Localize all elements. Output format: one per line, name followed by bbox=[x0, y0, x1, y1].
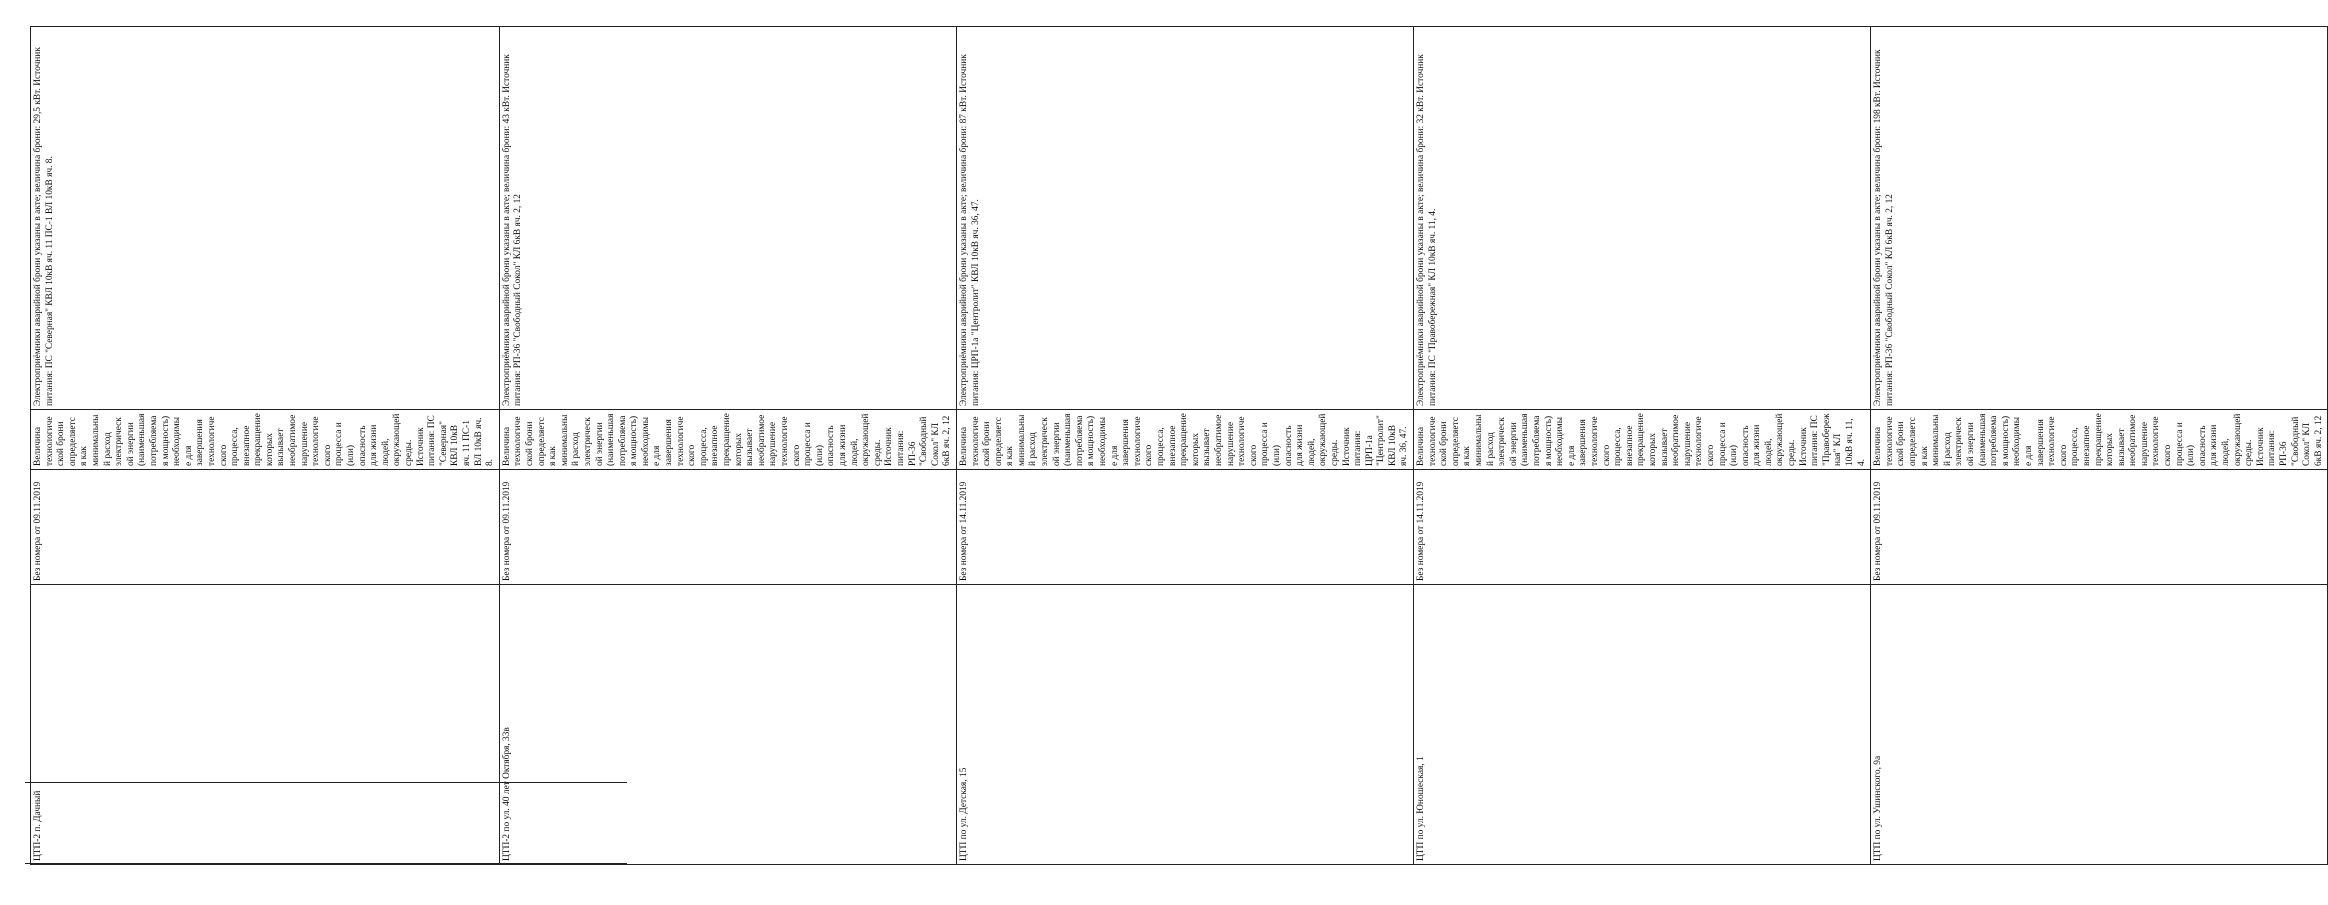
tech-reserve-cell: Величина технологической брони определяется как минимальный расход электрической энергии (наименьшая потребляемая мощность) необходимые для завершения технологического процесса, внезапное прекращение которых вызывает необратимое нарушение технологического процесса и (или) опасность для жизни людей, окружающей среды. Источник питания: РП-36 "Свободный Сокол" КЛ 6кВ яч. 2, 12 bbox=[499, 410, 956, 470]
table-row bbox=[956, 27, 1413, 865]
object-cell: ЦТП по ул. Детская, 15 bbox=[956, 585, 1413, 865]
emergency-reserve-cell: Электроприёмники аварийной брони указаны в акте; величина брони: 29,5 кВт. Источник питания: ПС "Северная" КВЛ 10кВ яч. 11 ПС-1 ВЛ 10кВ яч. 8. bbox=[31, 27, 500, 410]
emergency-reserve-cell: Электроприёмники аварийной брони указаны в акте; величина брони: 198 кВт. Источник питания: РП-36 "Свободный Сокол" КЛ 6кВ яч. 2, 12 bbox=[1871, 27, 2328, 410]
object-cell: ЦТП-2 по ул. 40 лет Октября, 33в bbox=[499, 585, 956, 865]
separator-line bbox=[25, 863, 627, 864]
emergency-reserve-cell: Электроприёмники аварийной брони указаны в акте; величина брони: 87 кВт. Источник питания: ЦРП-1а "Центролит" КВЛ 10кВ яч. 36, 47. bbox=[956, 27, 1413, 410]
object-cell: ЦТП-2 п. Дачный bbox=[31, 585, 500, 865]
rotated-page bbox=[30, 27, 2324, 865]
separator-line bbox=[25, 782, 627, 783]
act-date-cell: Без номера от 14.11.2019 bbox=[956, 470, 1413, 585]
tech-reserve-cell: Величина технологической брони определяется как минимальный расход электрической энергии (наименьшая потребляемая мощность) необходимые для завершения технологического процесса, внезапное прекращение которых вызывает необратимое нарушение технологического процесса и (или) опасность для жизни людей, окружающей среды. Источник питания: ПС "Правобережная" КЛ 10кВ яч. 11, 4. bbox=[1414, 410, 1871, 470]
table-row bbox=[1414, 27, 1871, 865]
tech-reserve-cell: Величина технологической брони определяется как минимальный расход электрической энергии (наименьшая потребляемая мощность) необходимые для завершения технологического процесса, внезапное прекращение которых вызывает необратимое нарушение технологического процесса и (или) опасность для жизни людей, окружающей среды. Источник питания: ПС "Северная" КВЛ 10кВ яч. 11 ПС-1 ВЛ 10кВ яч. 8. bbox=[31, 410, 500, 470]
object-cell: ЦТП по ул. Юношеская, 1 bbox=[1414, 585, 1871, 865]
table-row bbox=[499, 27, 956, 865]
table-row bbox=[1871, 27, 2328, 865]
tech-reserve-cell: Величина технологической брони определяется как минимальный расход электрической энергии (наименьшая потребляемая мощность) необходимые для завершения технологического процесса, внезапное прекращение которых вызывает необратимое нарушение технологического процесса и (или) опасность для жизни людей, окружающей среды. Источник питания: ЦРП-1а "Центролит" КВЛ 10кВ яч. 36, 47. bbox=[956, 410, 1413, 470]
act-date-cell: Без номера от 09.11.2019 bbox=[499, 470, 956, 585]
act-date-cell: Без номера от 14.11.2019 bbox=[1414, 470, 1871, 585]
act-date-cell: Без номера от 09.11.2019 bbox=[1871, 470, 2328, 585]
tech-reserve-cell: Величина технологической брони определяется как минимальный расход электрической энергии (наименьшая потребляемая мощность) необходимые для завершения технологического процесса, внезапное прекращение которых вызывает необратимое нарушение технологического процесса и (или) опасность для жизни людей, окружающей среды. Источник питания: РП-36 "Свободный Сокол" КЛ 6кВ яч. 2, 12 bbox=[1871, 410, 2328, 470]
act-date-cell: Без номера от 09.11.2019 bbox=[31, 470, 500, 585]
object-cell: ЦТП по ул. Ушинского, 9а bbox=[1871, 585, 2328, 865]
table-row bbox=[31, 27, 500, 865]
reservation-table bbox=[30, 26, 2328, 865]
emergency-reserve-cell: Электроприёмники аварийной брони указаны в акте; величина брони: 32 кВт. Источник питания: ПС "Правобережная" КЛ 10кВ яч. 11, 4. bbox=[1414, 27, 1871, 410]
emergency-reserve-cell: Электроприёмники аварийной брони указаны в акте; величина брони: 43 кВт. Источник питания: РП-36 "Свободный Сокол" КЛ 6кВ яч. 2, 12 bbox=[499, 27, 956, 410]
